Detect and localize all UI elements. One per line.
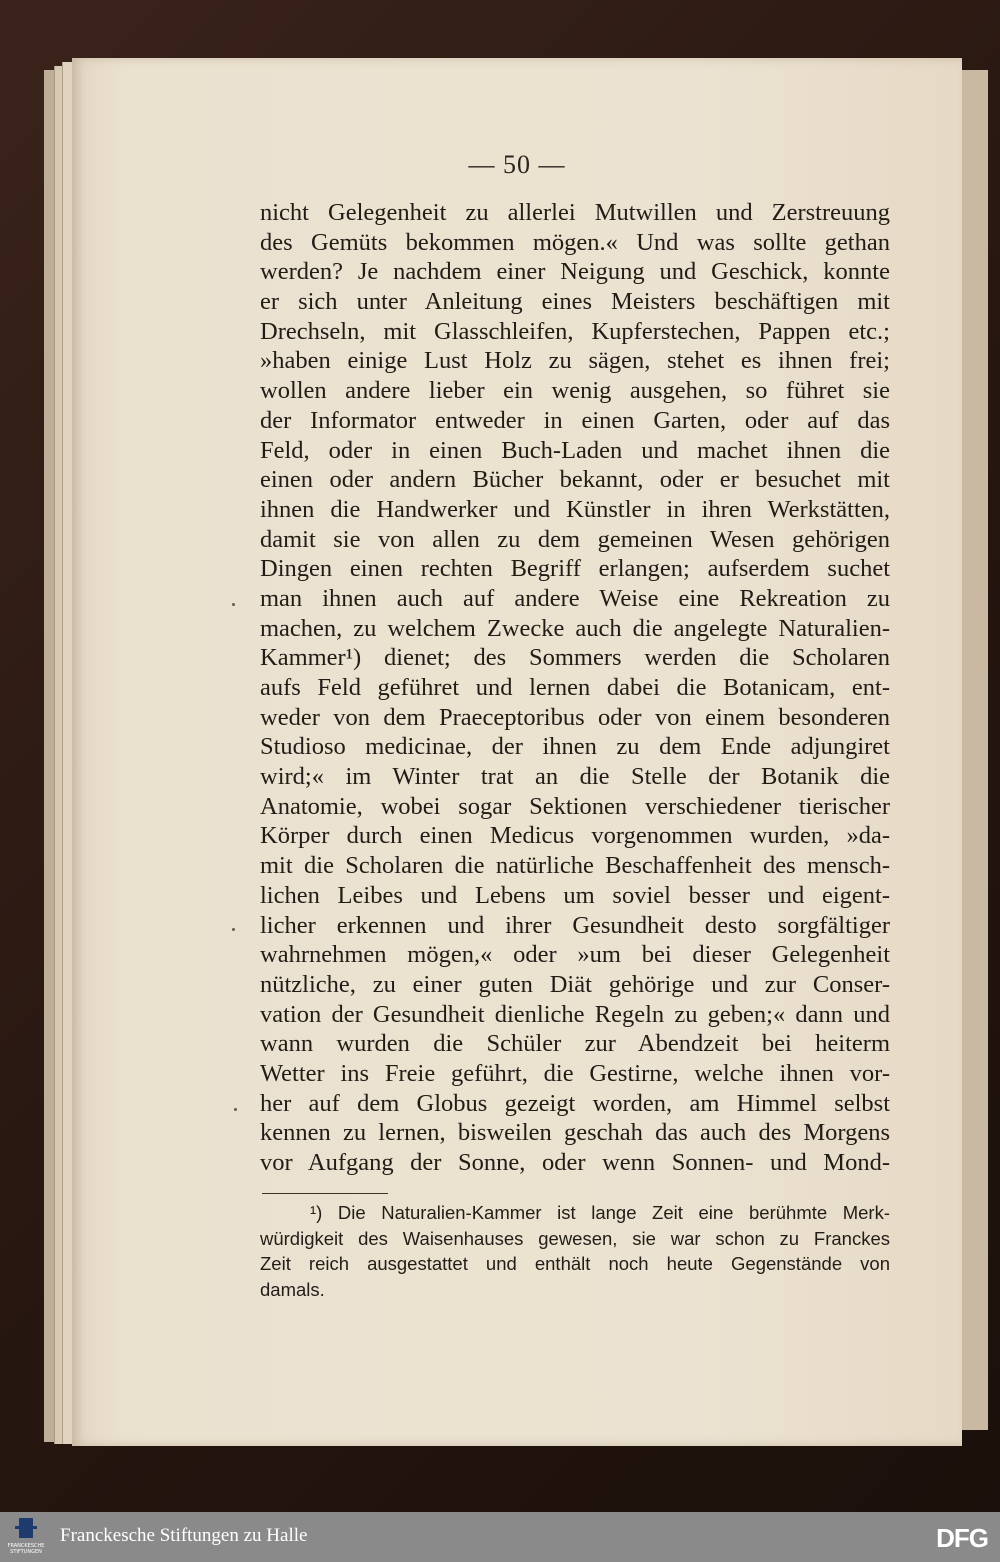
text-line: her auf dem Globus gezeigt worden, am Himmel selbst — [260, 1089, 890, 1117]
text-line: Anatomie, wobei sogar Sektionen verschiedener tierischer — [260, 792, 890, 820]
margin-speck — [232, 928, 235, 931]
book-page — [72, 58, 962, 1446]
footer-title[interactable]: Franckesche Stiftungen zu Halle — [60, 1525, 308, 1546]
institution-logo[interactable] — [6, 1516, 46, 1558]
text-line: Kammer¹) dienet; des Sommers werden die Scholaren — [260, 644, 890, 672]
footnote-line: würdigkeit des Waisenhauses gewesen, sie war schon zu Franckes — [260, 1227, 890, 1249]
text-line: Studioso medicinae, der ihnen zu dem Ende adjungiret — [260, 733, 890, 761]
text-line: nützliche, zu einer guten Diät gehörige und zur Conser- — [260, 970, 890, 998]
footnote-line: damals. — [260, 1278, 325, 1300]
page-number: — 50 — — [468, 150, 566, 179]
text-line: Feld, oder in einen Buch-Laden und machet ihnen die — [260, 436, 890, 464]
logo-caption: FRANCKESCHE STIFTUNGEN — [7, 1543, 45, 1555]
text-line: mit die Scholaren die natürliche Beschaffenheit des mensch- — [260, 852, 890, 880]
text-line: Dingen einen rechten Begriff erlangen; aufserdem suchet — [260, 555, 890, 583]
footnote-rule — [262, 1193, 388, 1194]
footnote-line: ¹) Die Naturalien-Kammer ist lange Zeit eine berühmte Merk- — [310, 1202, 890, 1223]
text-line: »haben einige Lust Holz zu sägen, stehet es ihnen frei; — [260, 347, 890, 375]
text-line: Körper durch einen Medicus vorgenommen wurden, »da- — [260, 822, 890, 850]
text-line: kennen zu lernen, bisweilen geschah das auch des Morgens — [260, 1119, 890, 1147]
building-icon — [19, 1518, 33, 1538]
footnote — [260, 1200, 890, 1302]
text-line: aufs Feld geführet und lernen dabei die Botanicam, ent- — [260, 674, 890, 701]
text-line: wahrnehmen mögen,« oder »um bei dieser Gelegenheit — [260, 941, 890, 969]
text-line: licher erkennen und ihrer Gesundheit desto sorgfältiger — [260, 911, 890, 939]
footer-bar — [0, 1512, 1000, 1562]
text-line: lichen Leibes und Lebens um soviel besser und eigent- — [260, 881, 890, 909]
facing-page-edge — [958, 70, 988, 1430]
text-line: der Informator entweder in einen Garten, oder auf das — [260, 406, 890, 434]
footnote-line: Zeit reich ausgestattet und enthält noch heute Gegenstände von — [260, 1253, 890, 1274]
text-line: nicht Gelegenheit zu allerlei Mutwillen und Zerstreuung — [260, 199, 890, 226]
text-line: man ihnen auch auf andere Weise eine Rekreation zu — [260, 584, 890, 612]
text-line: machen, zu welchem Zwecke auch die angelegte Naturalien- — [260, 614, 890, 642]
text-line: Wetter ins Freie geführt, die Gestirne, welche ihnen vor- — [260, 1059, 890, 1087]
text-line: vor Aufgang der Sonne, oder wenn Sonnen- und Mond- — [260, 1149, 890, 1176]
text-line: er sich unter Anleitung eines Meisters beschäftigen mit — [260, 288, 890, 316]
margin-speck — [232, 603, 235, 606]
text-line: des Gemüts bekommen mögen.« Und was sollte gethan — [260, 228, 890, 256]
body-text — [260, 198, 890, 1178]
text-line: wollen andere lieber ein wenig ausgehen, so führet sie — [260, 377, 890, 405]
text-line: Drechseln, mit Glasschleifen, Kupferstechen, Pappen etc.; — [260, 317, 890, 345]
text-line: vation der Gesundheit dienliche Regeln zu geben;« dann und — [260, 1000, 890, 1028]
dfg-logo[interactable]: DFG — [936, 1523, 988, 1553]
text-line: einen oder andern Bücher bekannt, oder er besuchet mit — [260, 466, 890, 494]
text-line: werden? Je nachdem einer Neigung und Geschick, konnte — [260, 258, 890, 286]
text-line: wird;« im Winter trat an die Stelle der Botanik die — [260, 763, 890, 791]
text-line: damit sie von allen zu dem gemeinen Wesen gehörigen — [260, 525, 890, 553]
margin-speck — [234, 1108, 237, 1111]
text-line: ihnen die Handwerker und Künstler in ihren Werkstätten, — [260, 495, 890, 523]
text-line: wann wurden die Schüler zur Abendzeit bei heiterm — [260, 1030, 890, 1058]
text-line: weder von dem Praeceptoribus oder von einem besonderen — [260, 703, 890, 731]
